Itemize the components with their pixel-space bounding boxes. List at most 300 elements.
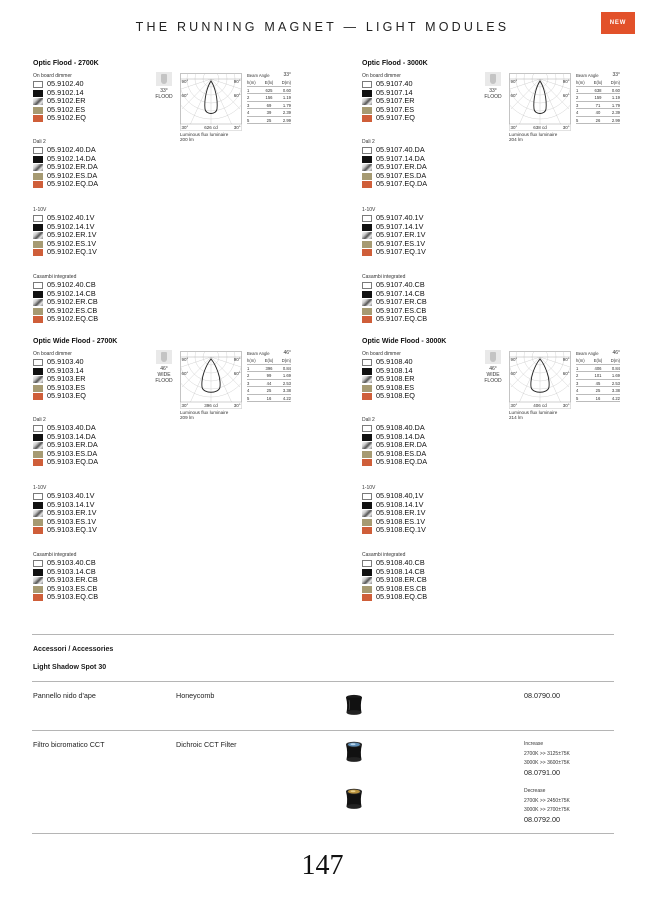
beam-type: FLOOD [155, 94, 173, 100]
polar-label: 30° [233, 125, 241, 130]
table-cell: 1.69 [282, 373, 292, 378]
table-cell: 71 [595, 102, 601, 108]
product-code: 05.9103.EQ.DA [47, 457, 99, 466]
beam-table-angle: 33° [612, 72, 620, 78]
polar-label: 90° [562, 357, 570, 362]
product-code-row [362, 114, 482, 123]
finish-swatch [33, 291, 43, 298]
finish-swatch [362, 493, 372, 500]
flux-value: 204 lm [509, 137, 523, 142]
table-row [247, 372, 291, 380]
beam-table-label: Beam Angle [247, 351, 270, 356]
product-code: 05.9107.14 [376, 87, 413, 97]
product-code: 05.9103.EQ.1V [47, 525, 97, 534]
dichroic-filter-amber-icon [344, 788, 364, 810]
table-cell: 26 [595, 117, 601, 123]
product-code: 05.9108.40 [376, 357, 413, 366]
product-code: 05.9108.40,1V [376, 491, 424, 500]
finish-swatch [33, 527, 43, 534]
finish-swatch [362, 442, 372, 449]
beam-table-angle: 46° [612, 350, 620, 356]
finish-swatch [362, 519, 372, 526]
polar-diagram [509, 351, 571, 409]
flux-value: 214 lm [509, 415, 523, 420]
product-code: 05.9102.40.DA [47, 145, 96, 154]
product-code: 05.9102.40.CB [47, 280, 96, 289]
table-row [576, 117, 620, 125]
beam-table-columns [247, 79, 291, 87]
polar-label: 30° [181, 403, 189, 408]
table-cell: 39 [266, 110, 272, 115]
table-cell: 4 [247, 388, 250, 393]
group-label: Dali 2 [33, 417, 46, 423]
flux-label: Luminous flux luminaire [180, 410, 229, 415]
new-badge: NEW [601, 12, 635, 34]
table-cell: 0.60 [611, 87, 621, 93]
column-header: E(lx) [264, 358, 274, 363]
beam-type: FLOOD [484, 94, 502, 100]
group-label: Casambi integrated [362, 552, 406, 558]
code-group [33, 350, 153, 401]
product-code: 05.9108.EQ.CB [376, 592, 428, 601]
beam-table-angle: 46° [283, 350, 291, 356]
beam-type: WIDE FLOOD [484, 372, 502, 384]
table-cell: 4.22 [282, 395, 292, 401]
column-header: D(m) [281, 358, 292, 363]
table-cell: 1.19 [282, 95, 292, 100]
table-cell: 3 [576, 102, 579, 108]
beam-table [576, 72, 620, 124]
group-label: On board dimmer [362, 73, 401, 79]
finish-swatch [362, 594, 372, 601]
finish-swatch [362, 451, 372, 458]
group-label: 1-10V [33, 207, 47, 213]
polar-label: 60° [181, 93, 189, 98]
luminous-flux [509, 132, 589, 142]
beam-table-header [247, 72, 291, 79]
finish-swatch [33, 107, 43, 114]
finish-swatch [33, 502, 43, 509]
finish-swatch [33, 316, 43, 323]
product-code: 05.9108.ES.CB [376, 583, 427, 593]
table-cell: 25 [266, 388, 272, 393]
flux-label: Luminous flux luminaire [509, 410, 558, 415]
finish-swatch [362, 107, 372, 114]
product-block [362, 338, 645, 608]
finish-swatch [362, 510, 372, 517]
accessories-title: Accessori / Accessories [33, 646, 114, 653]
page-number: 147 [301, 850, 344, 881]
table-cell: 40 [595, 110, 601, 115]
beam-table-columns [576, 79, 620, 87]
table-row [247, 365, 291, 373]
honeycomb-name-en: Honeycomb [176, 691, 215, 700]
table-cell: 1 [247, 365, 250, 371]
finish-swatch [362, 291, 372, 298]
table-cell: 5 [576, 395, 579, 401]
table-cell: 5 [247, 395, 250, 401]
product-code: 05.9102.EQ.DA [47, 179, 99, 188]
finish-swatch [33, 299, 43, 306]
product-code: 05.9102.ES [47, 104, 86, 114]
table-cell: 3.38 [282, 388, 292, 393]
product-code: 05.9107.ER.DA [376, 162, 427, 171]
finish-swatch [362, 173, 372, 180]
table-cell: 4 [576, 110, 579, 115]
product-code: 05.9107.EQ.1V [376, 247, 426, 256]
table-cell: 1 [576, 365, 579, 371]
table-cell: 638 [594, 87, 602, 93]
table-cell: 625 [265, 87, 273, 93]
polar-label: 626 cd [204, 125, 218, 130]
group-label: On board dimmer [362, 351, 401, 357]
product-code: 05.9107.ER.1V [376, 230, 426, 239]
table-cell: 1 [247, 87, 250, 93]
product-code: 05.9102.ES.CB [47, 305, 98, 315]
flux-label: Luminous flux luminaire [180, 132, 229, 137]
product-code: 05.9102.ER.1V [47, 230, 97, 239]
finish-swatch [362, 359, 372, 366]
table-cell: 2 [576, 373, 579, 378]
beam-degree: 46° [160, 366, 168, 372]
column-header: D(m) [610, 358, 621, 363]
table-cell: 156 [265, 95, 273, 100]
finish-swatch [33, 451, 43, 458]
product-code: 05.9103.ER.DA [47, 440, 98, 449]
finish-swatch [33, 115, 43, 122]
column-header: D(m) [281, 80, 292, 85]
table-cell: 25 [595, 388, 601, 393]
product-code: 05.9103.ES [47, 382, 86, 392]
finish-swatch [362, 393, 372, 400]
product-code-row [33, 114, 153, 123]
polar-label: 30° [562, 403, 570, 408]
product-code-row [362, 248, 482, 257]
table-cell: 1.79 [282, 102, 292, 108]
beam-degree: 33° [489, 88, 497, 94]
finish-swatch [33, 519, 43, 526]
product-code: 05.9107.EQ [376, 113, 415, 122]
spotlight-icon [485, 72, 501, 86]
group-label: 1-10V [362, 207, 376, 213]
finish-swatch [33, 594, 43, 601]
table-cell: 3 [576, 380, 579, 386]
beam-table-header [576, 350, 620, 357]
finish-swatch [33, 442, 43, 449]
table-cell: 4 [247, 110, 250, 115]
table-row [247, 395, 291, 403]
column-header: D(m) [610, 80, 621, 85]
finish-swatch [362, 90, 372, 97]
beam-badge [482, 350, 504, 384]
block-title: Optic Wide Flood - 3000K [362, 338, 447, 345]
product-code-row [362, 392, 482, 401]
table-cell: 0.60 [282, 87, 292, 93]
table-row [576, 372, 620, 380]
polar-label: 30° [510, 403, 518, 408]
product-code: 05.9107.ES.1V [376, 238, 426, 248]
column-header: h(m) [247, 80, 256, 85]
finish-swatch [33, 164, 43, 171]
product-code: 05.9103.EQ.CB [47, 592, 99, 601]
finish-swatch [362, 308, 372, 315]
product-code: 05.9103.14.DA [47, 431, 96, 441]
finish-swatch [33, 173, 43, 180]
finish-swatch [33, 493, 43, 500]
table-cell: 2.99 [611, 117, 621, 123]
increase-note-2: 3000K >> 3600±75K [524, 760, 570, 766]
product-code: 05.9103.14.CB [47, 566, 96, 576]
finish-swatch [362, 560, 372, 567]
table-cell: 5 [576, 117, 579, 123]
group-label: 1-10V [33, 485, 47, 491]
product-code: 05.9108.ER.CB [376, 575, 427, 584]
table-cell: 1.69 [611, 373, 621, 378]
table-cell: 0.84 [282, 365, 292, 371]
group-label: Casambi integrated [33, 552, 77, 558]
product-code: 05.9103.ER.CB [47, 575, 98, 584]
accessories-subtitle: Light Shadow Spot 30 [33, 664, 107, 671]
beam-table-label: Beam Angle [576, 73, 599, 78]
table-cell: 406 [594, 365, 602, 371]
table-cell: 4 [576, 388, 579, 393]
group-label: 1-10V [362, 485, 376, 491]
table-cell: 3 [247, 380, 250, 386]
finish-swatch [362, 459, 372, 466]
product-block [33, 338, 323, 608]
dichroic-filter-blue-icon [344, 741, 364, 763]
table-cell: 99 [266, 373, 272, 378]
table-row [247, 109, 291, 117]
column-header: h(m) [576, 80, 585, 85]
spotlight-icon [485, 350, 501, 364]
table-cell: 2.39 [282, 110, 292, 115]
column-header: E(lx) [593, 80, 603, 85]
beam-badge [153, 350, 175, 384]
table-cell: 16 [266, 395, 272, 401]
group-label: On board dimmer [33, 351, 72, 357]
finish-swatch [362, 282, 372, 289]
decrease-note-2: 3000K >> 2700±75K [524, 807, 570, 813]
table-cell: 4.22 [611, 395, 621, 401]
block-title: Optic Wide Flood - 2700K [33, 338, 118, 345]
product-code: 05.9102.EQ.CB [47, 314, 99, 323]
product-code: 05.9108.ES.1V [376, 516, 426, 526]
product-code: 05.9108.ER.1V [376, 508, 426, 517]
luminous-flux [180, 132, 260, 142]
table-row [576, 395, 620, 403]
code-group [33, 72, 153, 123]
table-cell: 159 [594, 95, 602, 100]
table-cell: 2.39 [611, 110, 621, 115]
table-row [576, 387, 620, 395]
product-code: 05.9107.ER.CB [376, 297, 427, 306]
polar-label: 60° [510, 371, 518, 376]
code-group [33, 206, 153, 257]
product-code: 05.9108.ES.DA [376, 448, 427, 458]
product-code: 05.9103.ES.1V [47, 516, 97, 526]
product-code: 05.9103.40.CB [47, 558, 96, 567]
polar-label: 638 cd [533, 125, 547, 130]
finish-swatch [33, 393, 43, 400]
product-code: 05.9102.40 [47, 79, 84, 88]
beam-badge [482, 72, 504, 100]
polar-label: 60° [510, 93, 518, 98]
group-label: Dali 2 [33, 139, 46, 145]
flux-value: 200 lm [180, 137, 194, 142]
polar-label: 60° [562, 371, 570, 376]
product-code: 05.9108.EQ.1V [376, 525, 426, 534]
code-group [362, 350, 482, 401]
finish-swatch [33, 249, 43, 256]
block-title: Optic Flood - 2700K [33, 60, 99, 67]
table-cell: 69 [266, 102, 272, 108]
finish-swatch [362, 577, 372, 584]
table-row [576, 87, 620, 95]
code-group [362, 72, 482, 123]
product-block [33, 60, 323, 330]
group-label: Casambi integrated [362, 274, 406, 280]
product-code: 05.9102.40.1V [47, 213, 95, 222]
accessories-top-divider [32, 634, 614, 635]
finish-swatch [33, 224, 43, 231]
product-code-row [362, 458, 482, 467]
column-header: E(lx) [264, 80, 274, 85]
finish-swatch [33, 241, 43, 248]
table-cell: 2.53 [611, 380, 621, 386]
finish-swatch [33, 81, 43, 88]
code-group [362, 206, 482, 257]
product-code: 05.9102.ER.DA [47, 162, 98, 171]
finish-swatch [33, 385, 43, 392]
dichroic-name-en: Dichroic CCT Filter [176, 740, 237, 749]
beam-badge [153, 72, 175, 100]
finish-swatch [33, 181, 43, 188]
product-code: 05.9107.14.CB [376, 288, 425, 298]
finish-swatch [33, 510, 43, 517]
honeycomb-name-it: Pannello nido d'ape [33, 691, 96, 700]
table-row [247, 380, 291, 388]
product-code-row [362, 526, 482, 535]
product-code: 05.9103.14 [47, 365, 84, 375]
table-cell: 1.19 [611, 95, 621, 100]
product-code: 05.9102.14.1V [47, 221, 95, 231]
product-code: 05.9107.40.CB [376, 280, 425, 289]
product-code: 05.9107.40.DA [376, 145, 425, 154]
finish-swatch [362, 232, 372, 239]
honeycomb-accessory-icon [344, 694, 364, 716]
product-code: 05.9108.40.CB [376, 558, 425, 567]
finish-swatch [33, 90, 43, 97]
polar-label: 396 cd [204, 403, 218, 408]
code-group [33, 416, 153, 467]
product-code: 05.9102.ER [47, 96, 86, 105]
table-cell: 3.38 [611, 388, 621, 393]
table-row [576, 365, 620, 373]
group-label: Casambi integrated [33, 274, 77, 280]
finish-swatch [33, 147, 43, 154]
product-code: 05.9102.EQ.1V [47, 247, 97, 256]
product-code-row [33, 593, 153, 602]
finish-swatch [362, 385, 372, 392]
polar-label: 406 cd [533, 403, 547, 408]
polar-label: 30° [181, 125, 189, 130]
finish-swatch [362, 586, 372, 593]
finish-swatch [33, 586, 43, 593]
product-code: 05.9108.EQ [376, 391, 415, 400]
finish-swatch [33, 98, 43, 105]
code-group [33, 551, 153, 602]
polar-diagram [509, 73, 571, 131]
table-cell: 2 [247, 95, 250, 100]
product-code: 05.9107.EQ.CB [376, 314, 428, 323]
product-code: 05.9107.EQ.DA [376, 179, 428, 188]
product-code: 05.9103.40.DA [47, 423, 96, 432]
finish-swatch [362, 425, 372, 432]
table-row [247, 87, 291, 95]
finish-swatch [33, 215, 43, 222]
table-row [576, 94, 620, 102]
product-code-row [33, 458, 153, 467]
code-group [33, 273, 153, 324]
table-cell: 1.79 [611, 102, 621, 108]
finish-swatch [362, 569, 372, 576]
product-code: 05.9102.14.CB [47, 288, 96, 298]
product-code: 05.9108.14.DA [376, 431, 425, 441]
accessories-divider [32, 681, 614, 682]
finish-swatch [362, 502, 372, 509]
product-code: 05.9107.14.1V [376, 221, 424, 231]
finish-swatch [33, 425, 43, 432]
beam-table-header [247, 350, 291, 357]
table-row [576, 380, 620, 388]
polar-label: 30° [510, 125, 518, 130]
finish-swatch [362, 368, 372, 375]
finish-swatch [362, 316, 372, 323]
product-code-row [33, 392, 153, 401]
product-code: 05.9103.40 [47, 357, 84, 366]
beam-table [247, 350, 291, 402]
product-code: 05.9108.ES [376, 382, 415, 392]
table-row [576, 109, 620, 117]
polar-label: 30° [233, 403, 241, 408]
finish-swatch [362, 434, 372, 441]
finish-swatch [362, 224, 372, 231]
table-row [247, 387, 291, 395]
luminous-flux [180, 410, 260, 420]
table-cell: 2.99 [282, 117, 292, 123]
product-code: 05.9107.ER [376, 96, 415, 105]
column-header: E(lx) [593, 358, 603, 363]
beam-table [247, 72, 291, 124]
finish-swatch [33, 434, 43, 441]
product-code: 05.9108.ER.DA [376, 440, 427, 449]
product-code-row [33, 526, 153, 535]
table-cell: 45 [595, 380, 601, 386]
product-block [362, 60, 645, 330]
finish-swatch [362, 215, 372, 222]
polar-label: 60° [181, 371, 189, 376]
finish-swatch [33, 560, 43, 567]
finish-swatch [33, 376, 43, 383]
finish-swatch [33, 368, 43, 375]
product-code-row [362, 180, 482, 189]
polar-diagram [180, 73, 242, 131]
beam-type: WIDE FLOOD [155, 372, 173, 384]
finish-swatch [362, 527, 372, 534]
finish-swatch [362, 249, 372, 256]
table-cell: 44 [266, 380, 272, 386]
